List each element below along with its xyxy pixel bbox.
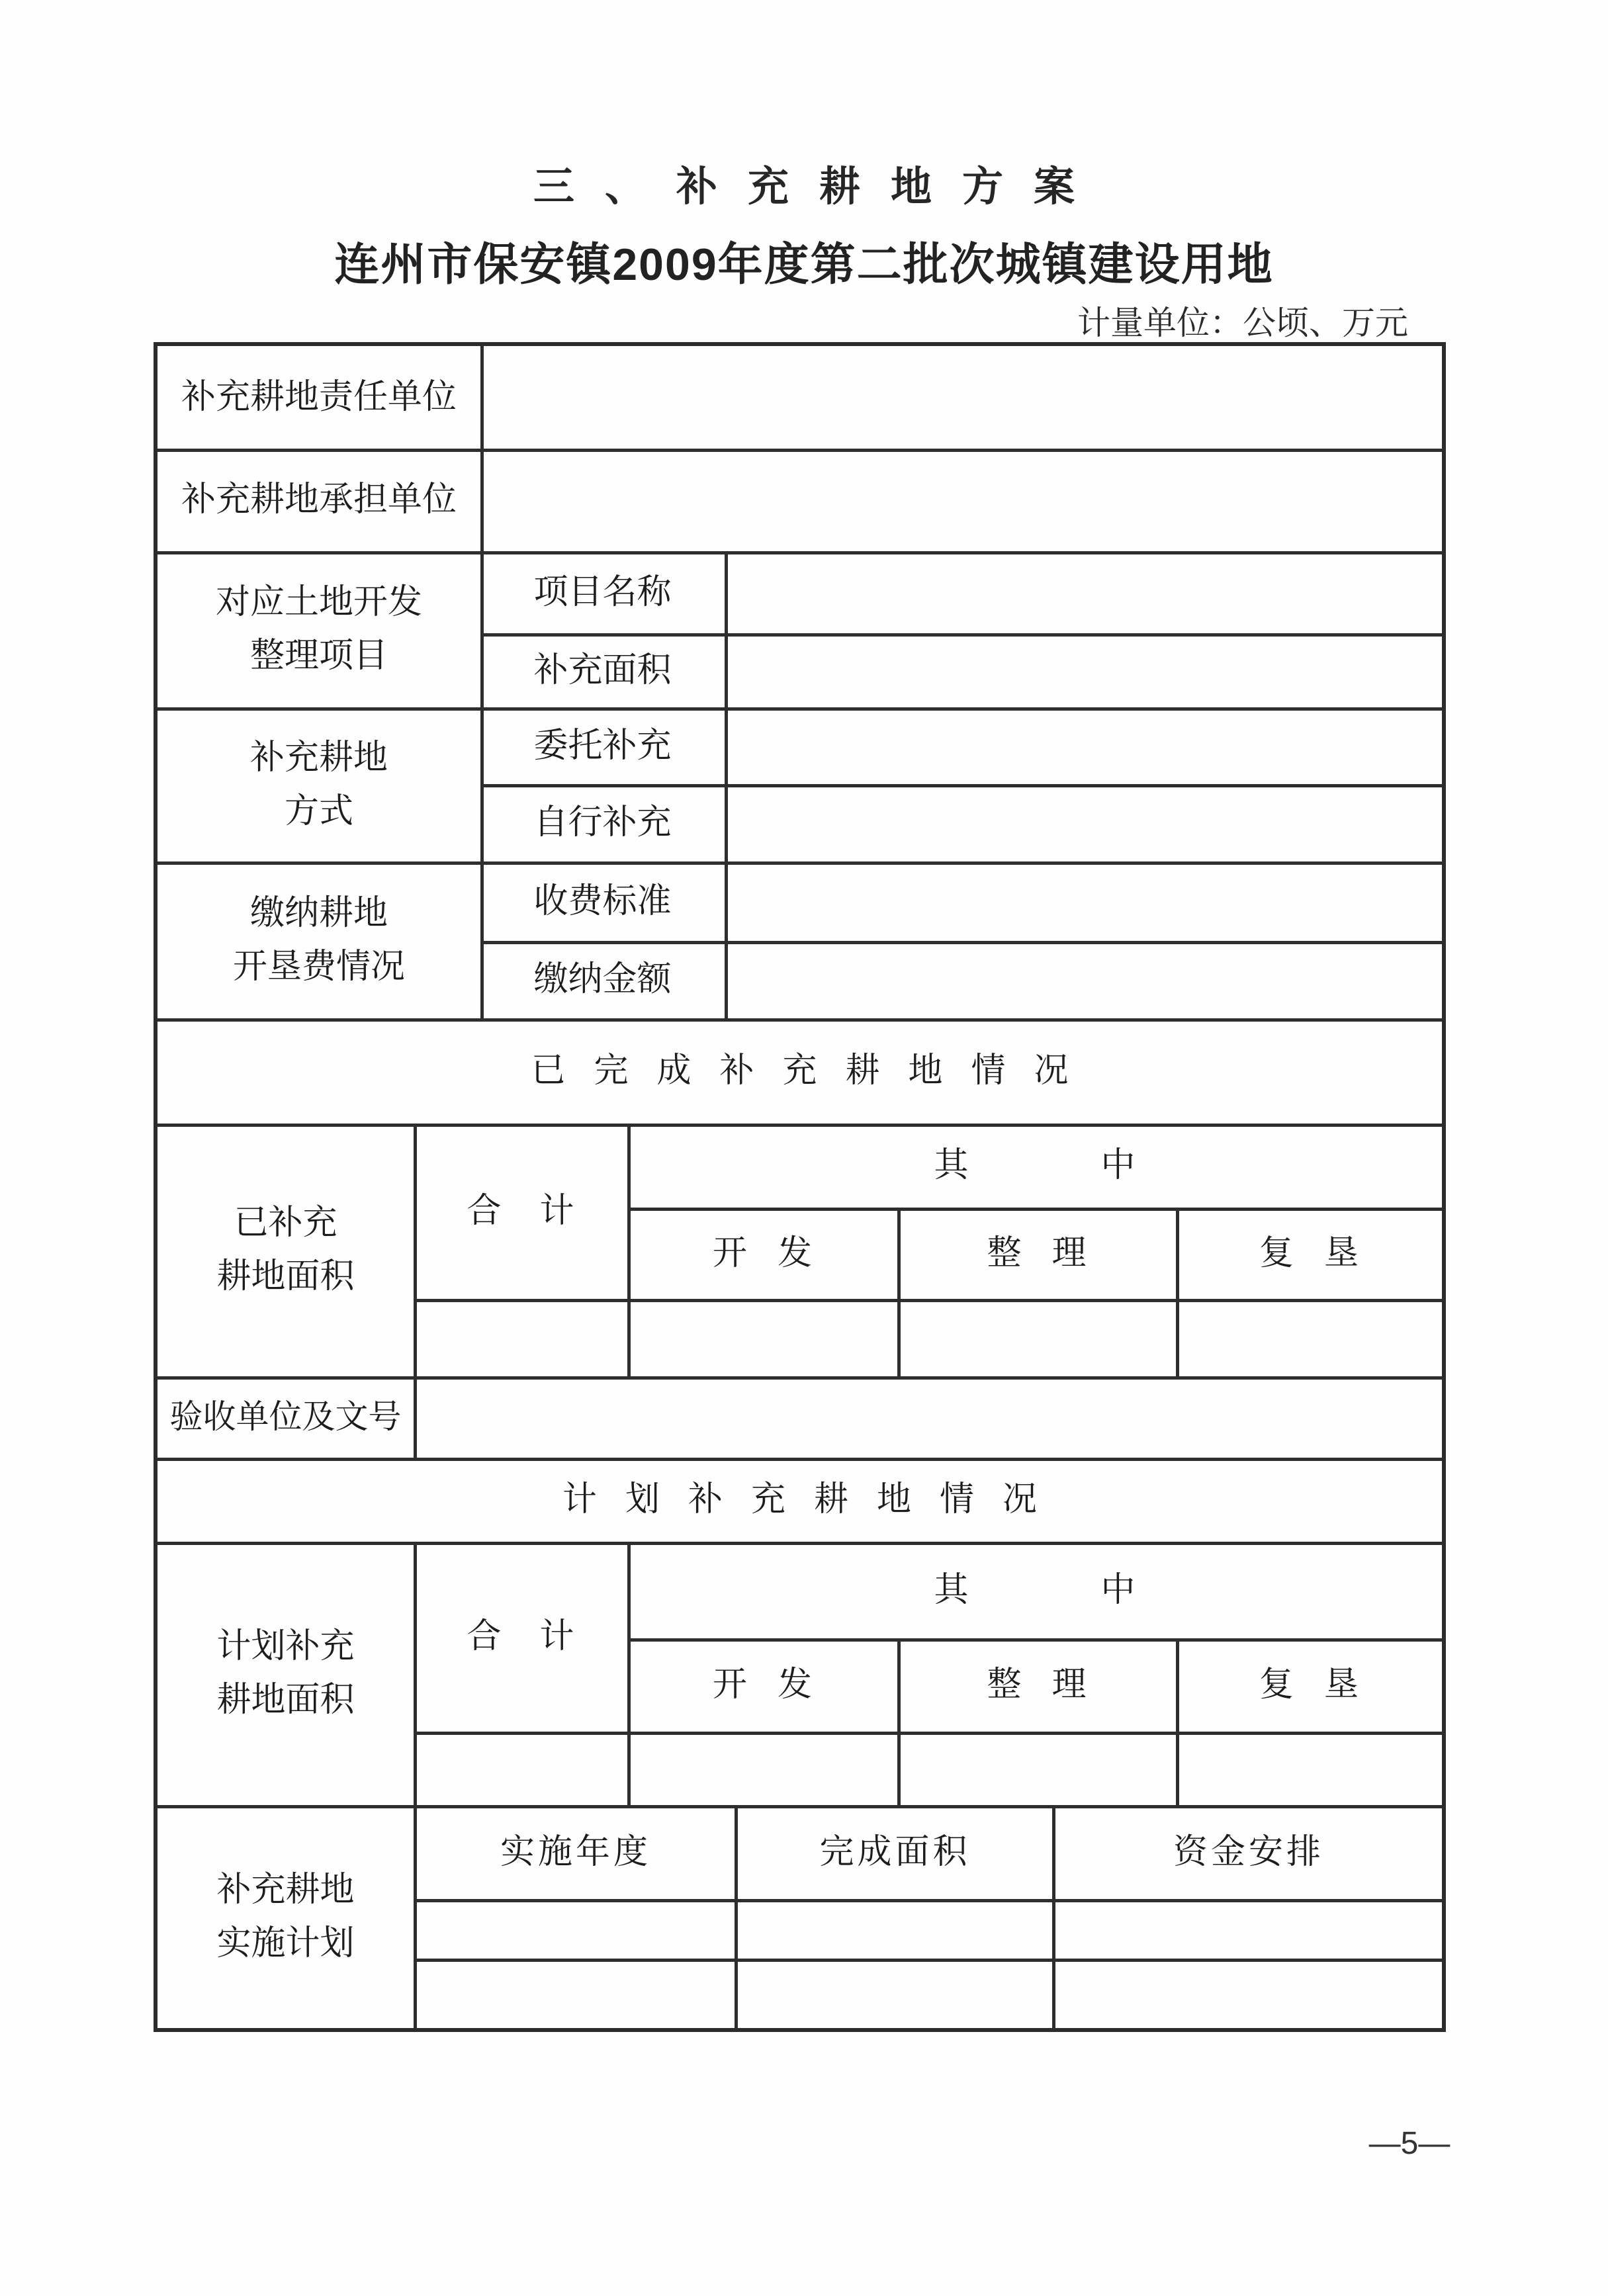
completed-reclaim-value-cell <box>1176 1299 1442 1376</box>
implementation-area-label: 完成面积 <box>819 1832 971 1871</box>
responsible-unit-label: 补充耕地责任单位 <box>181 378 457 417</box>
planned-develop-value-cell <box>627 1732 897 1805</box>
completed-section-header: 已完成补充耕地情况 <box>531 1051 1097 1090</box>
completed-reclaim-label: 复垦 <box>1259 1233 1389 1272</box>
reclamation-fee-label: 缴纳耕地 开垦费情况 <box>232 893 405 986</box>
responsible-unit-value-cell <box>480 346 1442 449</box>
implementation-funds-label: 资金安排 <box>1173 1832 1324 1871</box>
implementation-funds-value-cell-1 <box>1052 1899 1442 1959</box>
measurement-unit-note: 计量单位：公顷、万元 <box>1077 304 1408 341</box>
planned-among-label: 其中 <box>934 1570 1268 1609</box>
document-title: 三、补充耕地方案 <box>533 164 1105 210</box>
implementation-year-label: 实施年度 <box>500 1832 651 1871</box>
completed-consolidate-value-cell <box>897 1299 1176 1376</box>
entrusted-supplement-label: 委托补充 <box>533 726 672 765</box>
completed-total-label: 合计 <box>467 1192 613 1231</box>
self-supplement-label: 自行补充 <box>533 803 672 842</box>
planned-consolidate-label: 整理 <box>987 1665 1117 1704</box>
implementation-year-value-cell-2 <box>414 1959 735 2028</box>
fee-standard-value-cell <box>725 861 1442 941</box>
document-subtitle: 连州市保安镇2009年度第二批次城镇建设用地 <box>334 240 1274 290</box>
completed-area-label: 已补充 耕地面积 <box>216 1204 355 1296</box>
entrusted-supplement-value-cell <box>725 707 1442 784</box>
implementation-year-value-cell-1 <box>414 1899 735 1959</box>
fee-amount-label: 缴纳金额 <box>533 960 672 999</box>
supplementary-cultivated-land-form-table <box>154 342 1446 2032</box>
implementation-area-value-cell-2 <box>735 1959 1052 2028</box>
planned-total-value-cell <box>414 1732 627 1805</box>
planned-area-label: 计划补充 耕地面积 <box>216 1627 355 1719</box>
fee-amount-value-cell <box>725 941 1442 1018</box>
completed-develop-label: 开发 <box>712 1233 842 1272</box>
planned-reclaim-label: 复垦 <box>1259 1665 1389 1704</box>
completed-among-label: 其中 <box>934 1146 1268 1185</box>
supplement-area-value-cell <box>725 633 1442 707</box>
self-supplement-value-cell <box>725 784 1442 861</box>
acceptance-unit-value-cell <box>414 1376 1442 1458</box>
page-number: —5— <box>1368 2126 1451 2161</box>
supplement-method-label: 补充耕地 方式 <box>249 738 388 830</box>
implementation-plan-label: 补充耕地 实施计划 <box>216 1870 355 1963</box>
planned-section-header: 计划补充耕地情况 <box>562 1480 1065 1519</box>
undertaking-unit-label: 补充耕地承担单位 <box>181 480 457 519</box>
completed-develop-value-cell <box>627 1299 897 1376</box>
planned-develop-label: 开发 <box>712 1665 842 1704</box>
land-development-project-label: 对应土地开发 整理项目 <box>215 583 422 675</box>
acceptance-unit-label: 验收单位及文号 <box>169 1397 402 1435</box>
implementation-area-value-cell-1 <box>735 1899 1052 1959</box>
completed-total-value-cell <box>414 1299 627 1376</box>
completed-consolidate-label: 整理 <box>987 1233 1117 1272</box>
planned-total-label: 合计 <box>467 1617 613 1656</box>
supplement-area-label: 补充面积 <box>533 650 672 689</box>
implementation-funds-value-cell-2 <box>1052 1959 1442 2028</box>
planned-consolidate-value-cell <box>897 1732 1176 1805</box>
project-name-label: 项目名称 <box>533 572 672 611</box>
project-name-value-cell <box>725 551 1442 633</box>
undertaking-unit-value-cell <box>480 449 1442 551</box>
fee-standard-label: 收费标准 <box>533 881 672 920</box>
planned-reclaim-value-cell <box>1176 1732 1442 1805</box>
